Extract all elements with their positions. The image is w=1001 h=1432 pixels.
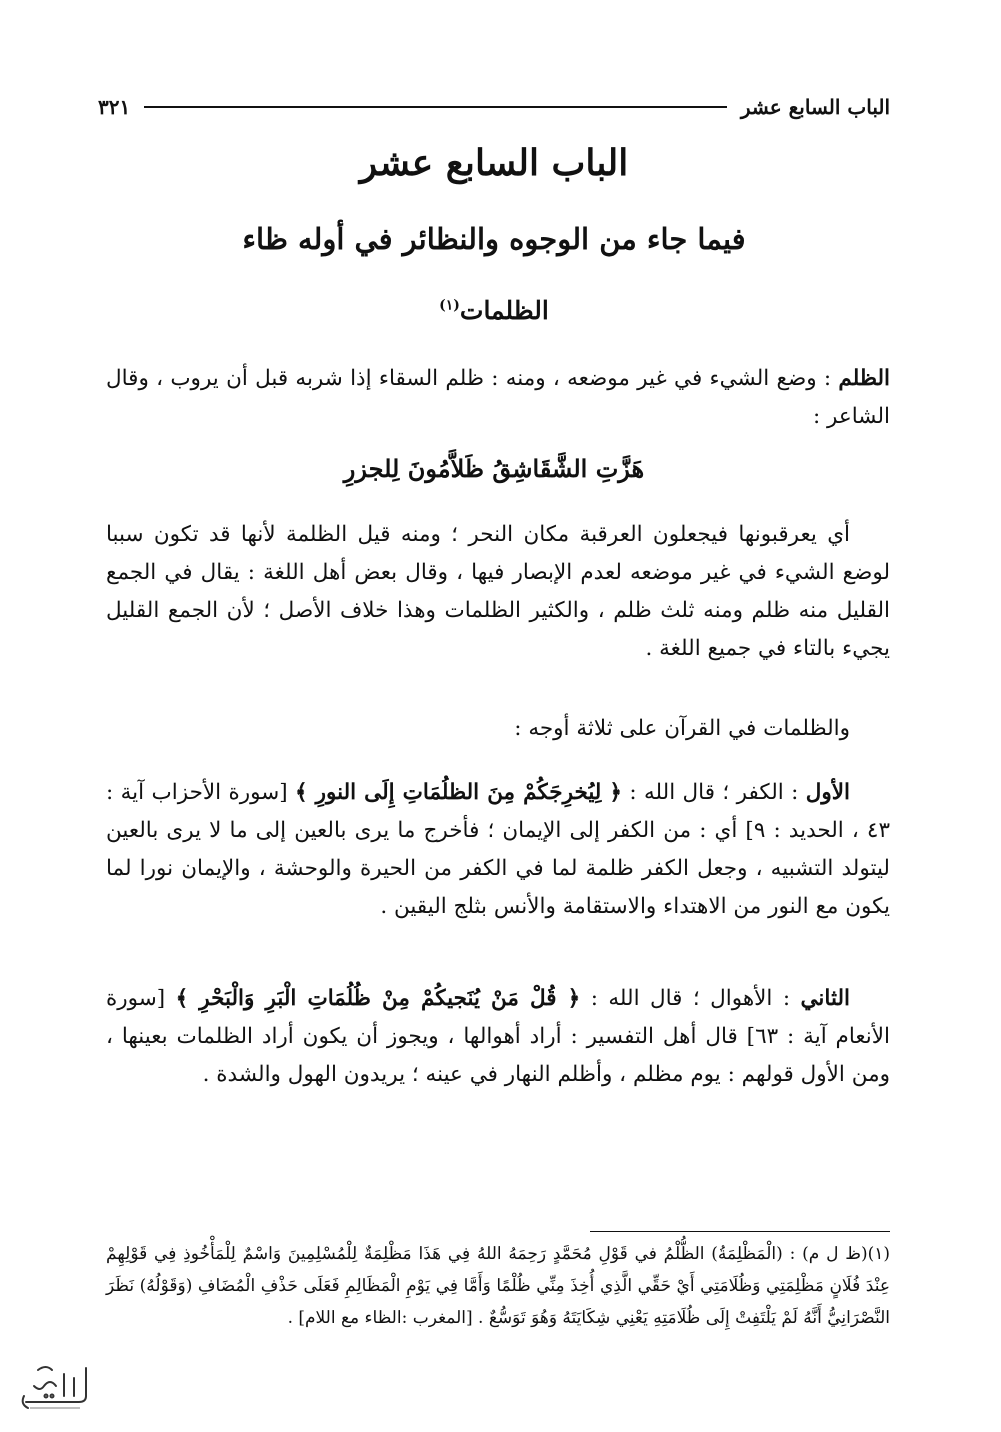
- paragraph-definition: [106, 360, 890, 436]
- footnote: (١)(ظ ل م) : (الْمَظْلِمَةُ) الظُّلْمُ في قَوْلِ مُحَمَّدٍ رَحِمَهُ اللهُ فِي هَذَا مَظْلِمَةٌ لِلْمُسْلِمِينَ وَاسْمٌ لِلْمَأْخُوذِ فِي قَوْلِهِمْ عِنْدَ فُلَانٍ مَظْلِمَتِي وَظُلَامَتِي أَيْ حَقِّي الَّذِي أُخِذَ مِنِّي ظُلْمًا وَأَمَّا فِي يَوْمِ الْمَظَالِمِ فَعَلَى حَذْفِ الْمُضَافِ (وَقَوْلُهُ) نَظَرَ النَّصْرَانِيُّ أَنَّهُ لَمْ يَلْتَفِتْ إِلَى ظُلَامَتِهِ يَعْنِي شِكَايَتَهُ وَهُوَ تَوَسُّعٌ . [المغرب :الظاء مع اللام] .: [106, 1244, 890, 1328]
- paragraph-lead: الثاني: [800, 986, 850, 1011]
- running-title: الباب السابع عشر: [740, 95, 890, 119]
- paragraph-explanation: أي يعرقبونها فيجعلون العرقبة مكان النحر ؛ ومنه قيل الظلمة لأنها قد تكون سببا لوضع الشيء في غير موضعه لعدم الإبصار فيها ، وقال بعض أهل اللغة : يقال في الجمع القليل منه ظلم ومنه ثلث ظلم ، والكثير الظلمات وهذا خلاف الأصل ؛ لأن الجمع القليل يجيء بالتاء في جميع اللغة .: [106, 522, 890, 661]
- footnote-rule: [590, 1231, 890, 1232]
- header-rule: [144, 106, 727, 108]
- page-number: ٣٢١: [98, 95, 131, 119]
- running-header: [98, 92, 890, 122]
- paragraph-lead: الأول: [805, 780, 851, 805]
- paragraph-first-aspect: [106, 774, 890, 926]
- chapter-title: الباب السابع عشر: [359, 142, 629, 184]
- paragraph-intro-aspects: والظلمات في القرآن على ثلاثة أوجه :: [514, 716, 850, 741]
- section-heading-text: الظلمات: [459, 296, 549, 325]
- paragraph-text: : الكفر ؛ قال الله :: [622, 780, 806, 805]
- library-stamp-logo: [16, 1356, 94, 1414]
- paragraph-text: : الأهوال ؛ قال الله :: [580, 986, 801, 1011]
- section-heading: [98, 296, 890, 325]
- paragraph-text: [سورة الأحزاب آية : ٤٣ ، الحديد : ٩] أي : من الكفر إلى الإيمان ؛ فأخرج ما يرى بالعين إلى ما لا يرى بالعين ليتولد التشبيه ، وجعل الكفر ظلمة لما في الكفر من الحيرة والوحشة ، والإيمان نورا لما يكون مع النور من الاهتداء والاستقامة والأنس بثلج اليقين .: [106, 780, 890, 919]
- quran-quote: ﴿ لِيُخرِجَكُمْ مِنَ الظلُمَاتِ إِلَى النورِ ﴾: [295, 780, 622, 805]
- paragraph-text: [سورة الأنعام آية : ٦٣] قال أهل التفسير : أراد أهوالها ، ويجوز أن يكون أراد الظلمات بعينها ، ومن الأول قولهم : يوم مظلم ، وأظلم النهار في عينه ؛ يريدون الهول والشدة .: [106, 986, 890, 1087]
- footnote-marker: (١): [439, 297, 460, 314]
- paragraph-text: : وضع الشيء في غير موضعه ، ومنه : ظلم السقاء إذا شربه قبل أن يروب ، وقال الشاعر :: [106, 366, 890, 429]
- paragraph-lead: الظلم: [838, 366, 890, 391]
- poetry-verse: هَزَّتِ الشَّقَاشِقُ ظَلاَّمُونَ لِلجزرِ: [343, 454, 645, 483]
- quran-quote: ﴿ قُلْ مَنْ يُنَجيكُمْ مِنْ ظُلُمَاتِ الْبَرِ وَالْبَحْرِ ﴾: [175, 986, 581, 1011]
- paragraph-second-aspect: [106, 980, 890, 1094]
- chapter-subtitle: فيما جاء من الوجوه والنظائر في أوله ظاء: [242, 222, 746, 256]
